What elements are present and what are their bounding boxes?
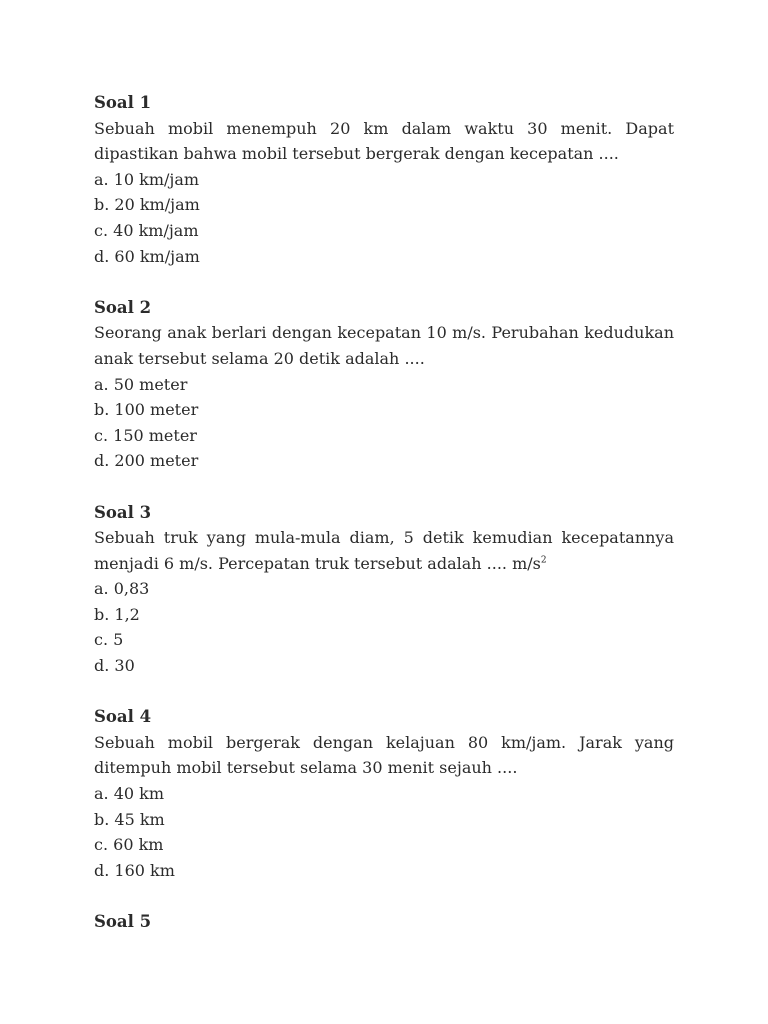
question-4 [94, 704, 674, 883]
question-1 [94, 90, 674, 269]
option-d: d. 160 km [94, 860, 175, 880]
option-c: c. 150 meter [94, 425, 197, 445]
document-page [94, 90, 674, 960]
answer-options [94, 576, 674, 678]
option-a: a. 10 km/jam [94, 169, 200, 189]
question-5 [94, 909, 674, 935]
question-title: Soal 4 [94, 707, 152, 727]
question-title: Soal 5 [94, 912, 152, 931]
question-3 [94, 500, 674, 679]
option-a: a. 50 meter [94, 374, 188, 394]
option-a: a. 40 km [94, 784, 165, 804]
question-title: Soal 1 [94, 93, 152, 112]
option-c: c. 40 km/jam [94, 220, 199, 240]
question-text: Sebuah mobil bergerak dengan kelajuan 80 km/jam. Jarak yang ditempuh mobil tersebut selama 30 menit sejauh .... [94, 732, 674, 778]
question-text-body: Sebuah truk yang mula-mula diam, 5 detik kemudian kecepatannya menjadi 6 m/s. Percepatan truk tersebut adalah .... m/s [94, 528, 674, 573]
superscript-exponent: 2 [540, 555, 547, 566]
option-a: a. 0,83 [94, 579, 150, 599]
question-text [94, 525, 674, 576]
option-c: c. 60 km [94, 835, 164, 855]
question-2 [94, 295, 674, 474]
option-b: b. 45 km [94, 809, 165, 829]
option-d: d. 60 km/jam [94, 246, 200, 266]
option-b: b. 100 meter [94, 400, 199, 420]
answer-options [94, 781, 674, 883]
option-b: b. 1,2 [94, 604, 140, 624]
option-c: c. 5 [94, 630, 124, 650]
option-d: d. 30 [94, 656, 135, 676]
option-b: b. 20 km/jam [94, 195, 200, 215]
answer-options [94, 372, 674, 474]
question-text: Sebuah mobil menempuh 20 km dalam waktu 30 menit. Dapat dipastikan bahwa mobil tersebut bergerak dengan kecepatan .... [94, 118, 674, 164]
question-title: Soal 2 [94, 297, 152, 317]
option-d: d. 200 meter [94, 451, 199, 471]
answer-options [94, 167, 674, 269]
question-text: Seorang anak berlari dengan kecepatan 10 m/s. Perubahan kedudukan anak tersebut selama 20 detik adalah .... [94, 323, 674, 368]
question-title: Soal 3 [94, 502, 152, 522]
